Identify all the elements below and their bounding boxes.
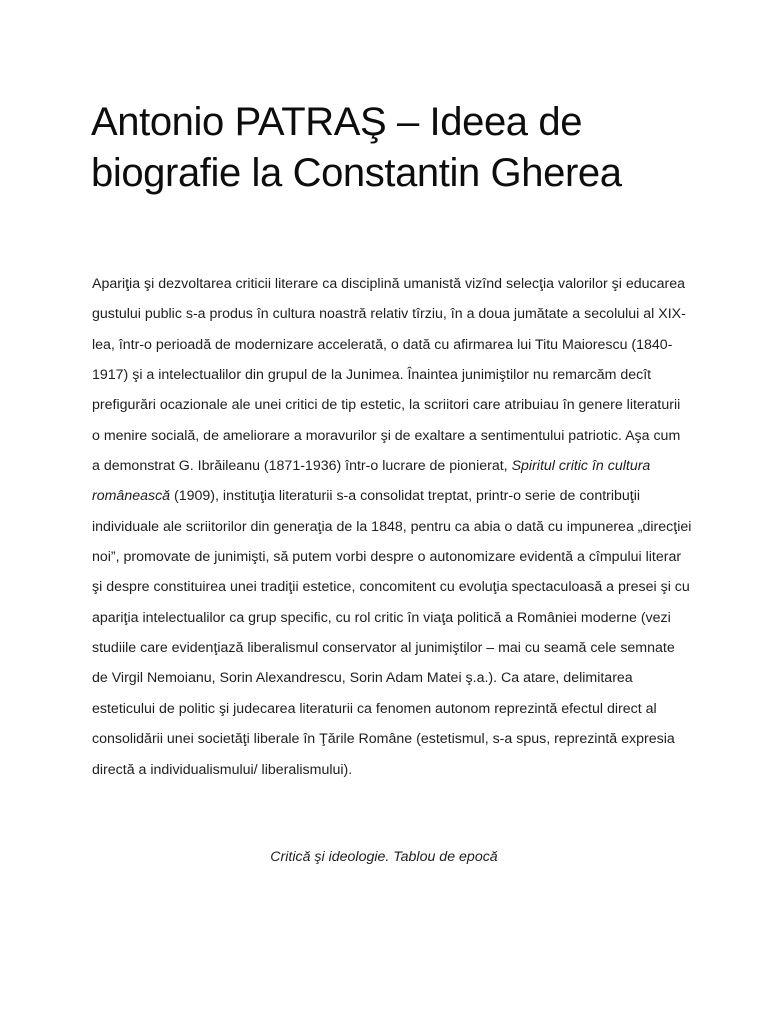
body-text-part-2: (1909), instituţia literaturii s-a consolidat treptat, printr-o serie de contribuţii individuale ale scriitorilor din generaţia de la 1848, pentru ca abia o dată cu impunerea „direcţiei noi”, promovate de junimişti, să putem vorbi despre o autonomizare evidentă a cîmpului literar şi despre constituirea unei tradiţii estetice, concomitent cu evoluţia spectaculoasă a presei şi cu apariţia intelectualilor ca grup specific, cu rol critic în viaţa politică a României moderne (vezi studiile care evidenţiază liberalismul conservator al junimiştilor – mai cu seamă cele semnate de Virgil Nemoianu, Sorin Alexandrescu, Sorin Adam Matei ş.a.). Ca atare, delimitarea esteticului de politic şi judecarea literaturii ca fenomen autonom reprezintă efectul direct al consolidării unei societăţi liberale în Ţările Române (estetismul, s-a spus, reprezintă expresia directă a individualismului/ liberalismului). bbox=[92, 488, 692, 778]
body-text-part-1: Apariţia şi dezvoltarea criticii literare ca disciplină umanistă vizînd selecţia valorilor şi educarea gustului public s-a produs în cultura noastră relativ tîrziu, în a doua jumătate a secolului al XIX-lea, într-o perioadă de modernizare accelerată, o dată cu afirmarea lui Titu Maiorescu (1840-1917) şi a intelectualilor din grupul de la Junimea. Înaintea junimiştilor nu remarcăm decît prefigurări ocazionale ale unei critici de tip estetic, la scriitori care atribuiau în genere literaturii o menire socială, de ameliorare a moravurilor şi de exaltare a sentimentului patriotic. Aşa cum a demonstrat G. Ibrăileanu (1871-1936) într-o lucrare de pionierat, bbox=[92, 276, 686, 475]
page-title: Antonio PATRAŞ – Ideea de biografie la Constantin Gherea bbox=[91, 100, 622, 195]
body-paragraph bbox=[92, 269, 692, 785]
cited-book-title: Spiritul critic în cultura românească bbox=[92, 458, 651, 505]
section-caption: Critică şi ideologie. Tablou de epocă bbox=[270, 849, 498, 865]
